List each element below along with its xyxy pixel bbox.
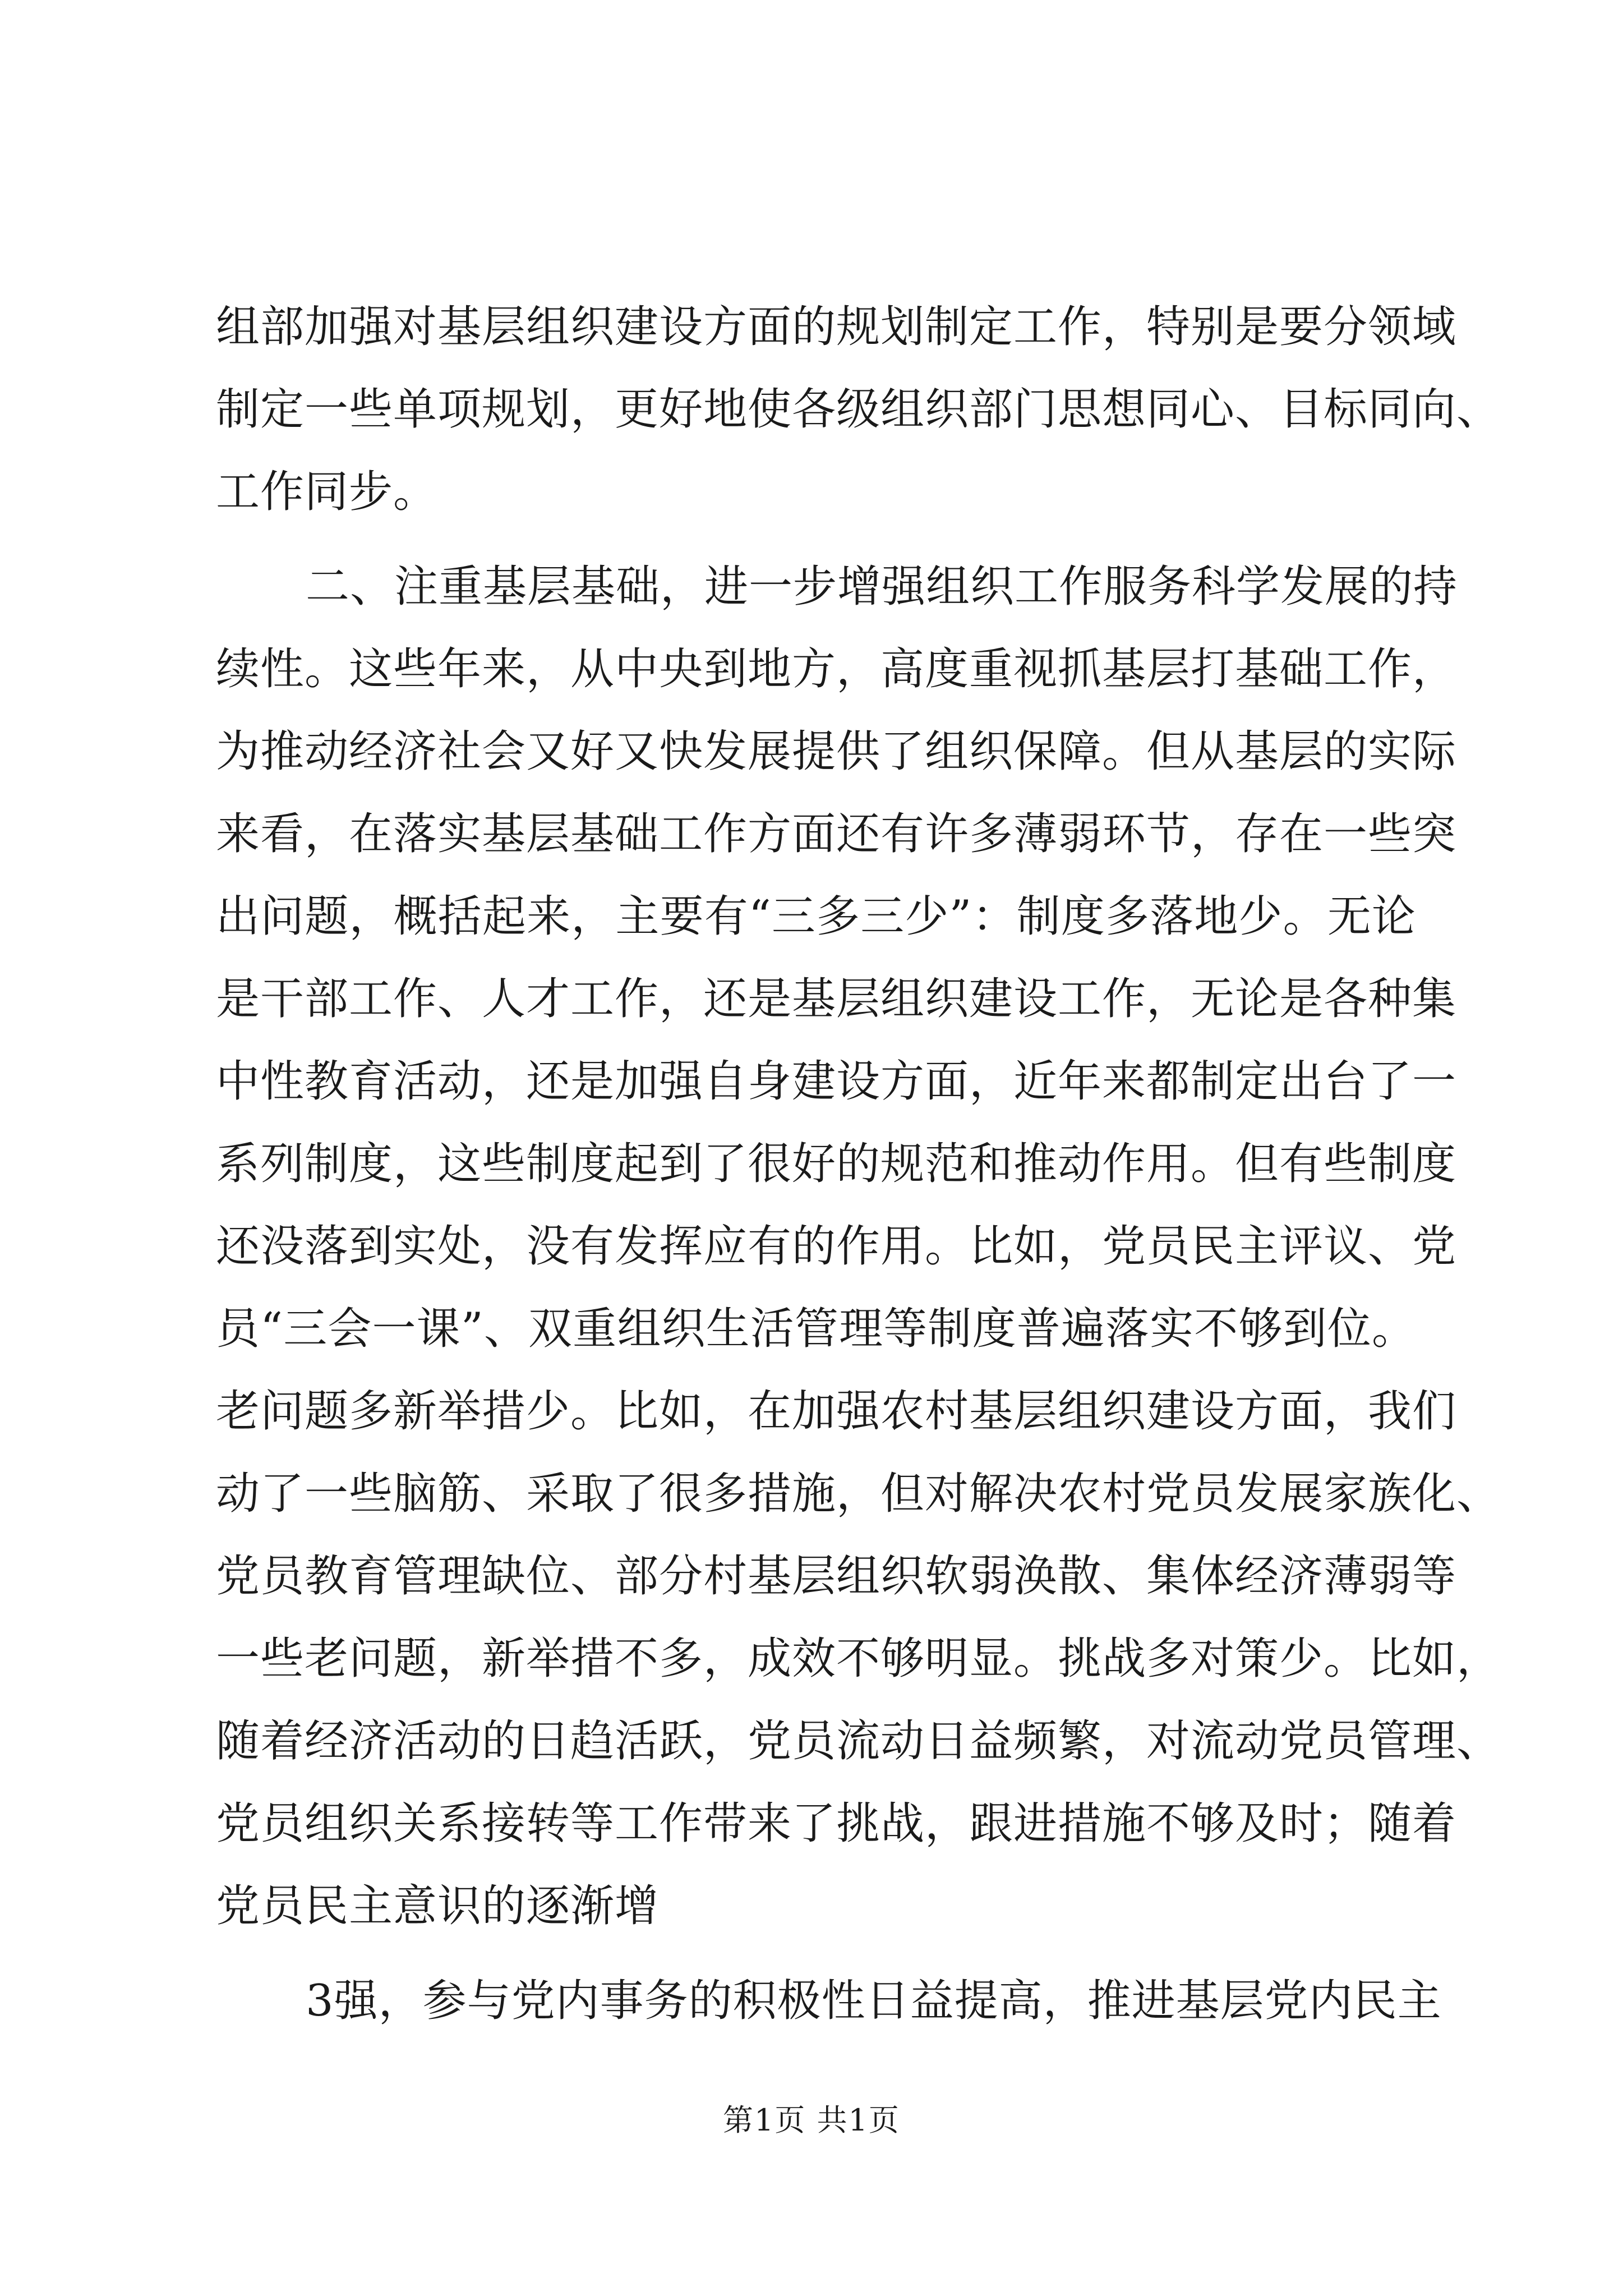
text-line: 为推动经济社会又好又快发展提供了组织保障。但从基层的实际 [216, 726, 1457, 777]
text-line: 制定一些单项规划，更好地使各级组织部门思想同心、目标同向、 [216, 384, 1501, 435]
text-line: 来看，在落实基层基础工作方面还有许多薄弱环节，存在一些突 [216, 809, 1457, 859]
text-line: 还没落到实处，没有发挥应有的作用。比如，党员民主评议、党 [216, 1221, 1457, 1272]
text-line: 中性教育活动，还是加强自身建设方面，近年来都制定出台了一 [216, 1056, 1457, 1107]
text-line: 3强，参与党内事务的积极性日益提高，推进基层党内民主 [306, 1976, 1442, 2026]
document-body [216, 286, 1501, 2042]
text-line: 随着经济活动的日趋活跃，党员流动日益频繁，对流动党员管理、 [216, 1716, 1501, 1766]
text-line: 系列制度，这些制度起到了很好的规范和推动作用。但有些制度 [216, 1139, 1457, 1189]
text-line: 党员教育管理缺位、部分村基层组织软弱涣散、集体经济薄弱等 [216, 1551, 1457, 1602]
text-line: 动了一些脑筋、采取了很多措施，但对解决农村党员发展家族化、 [216, 1469, 1501, 1519]
text-line: 工作同步。 [216, 467, 438, 517]
page-footer: 第1页 共1页 [723, 2102, 900, 2138]
text-line: 组部加强对基层组织建设方面的规划制定工作，特别是要分领域 [216, 302, 1457, 352]
text-line: 一些老问题，新举措不多，成效不够明显。挑战多对策少。比如， [216, 1634, 1501, 1684]
text-line: 是干部工作、人才工作，还是基层组织建设工作，无论是各种集 [216, 974, 1457, 1024]
text-line: 出问题，概括起来，主要有“三多三少”：制度多落地少。无论 [216, 891, 1416, 942]
section-heading-line: 二、注重基层基础，进一步增强组织工作服务科学发展的持 [306, 562, 1458, 612]
text-line: 员“三会一课”、双重组织生活管理等制度普遍落实不够到位。 [216, 1304, 1416, 1354]
text-line: 续性。这些年来，从中央到地方，高度重视抓基层打基础工作， [216, 644, 1457, 694]
text-line: 老问题多新举措少。比如，在加强农村基层组织建设方面，我们 [216, 1386, 1457, 1437]
text-line: 党员民主意识的逐渐增 [216, 1881, 660, 1931]
text-line: 党员组织关系接转等工作带来了挑战，跟进措施不够及时；随着 [216, 1798, 1457, 1849]
